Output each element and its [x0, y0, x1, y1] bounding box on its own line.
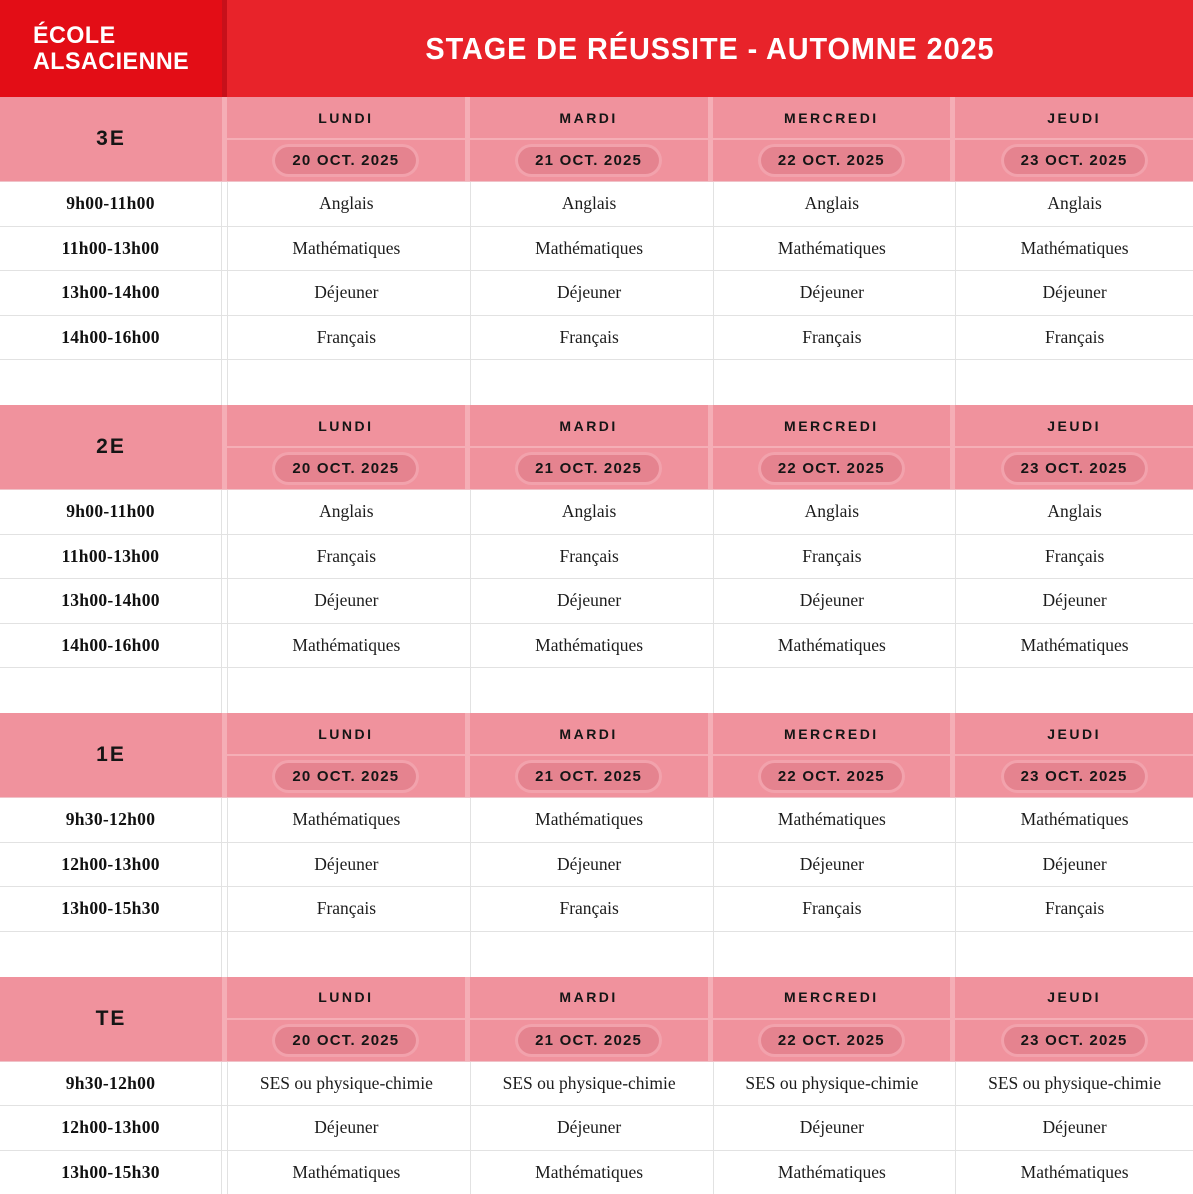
- date-pill: [275, 1027, 416, 1054]
- subject-cell: Mathématiques: [227, 624, 465, 668]
- section-header-3e: [0, 97, 1193, 181]
- section-header-1e: [0, 713, 1193, 797]
- subject-cell: Mathématiques: [227, 798, 465, 842]
- day-label: MARDI: [559, 989, 617, 1005]
- subject-cell: Anglais: [470, 182, 708, 226]
- date-label: 21 OCT. 2025: [535, 1032, 642, 1049]
- spacer-row: [0, 667, 1193, 713]
- schedule-row: [0, 534, 1193, 579]
- page-title: STAGE DE RÉUSSITE - AUTOMNE 2025: [425, 31, 994, 67]
- day-label: MERCREDI: [784, 726, 879, 742]
- subject-cell: Mathématiques: [713, 798, 951, 842]
- time-cell: 14h00-16h00: [0, 316, 222, 360]
- day-label: JEUDI: [1047, 989, 1101, 1005]
- class-label-cell: [0, 977, 222, 1061]
- subject-cell: Mathématiques: [470, 227, 708, 271]
- day-header-row: [227, 977, 1193, 1018]
- date-pill: [1004, 455, 1145, 482]
- spacer-cell: [955, 668, 1193, 713]
- subject-cell: Français: [713, 887, 951, 931]
- subject-cell: Mathématiques: [470, 798, 708, 842]
- spacer-cell: [713, 668, 951, 713]
- day-label: MERCREDI: [784, 110, 879, 126]
- date-cell: [955, 448, 1193, 489]
- date-pill: [275, 455, 416, 482]
- date-label: 20 OCT. 2025: [292, 460, 399, 477]
- spacer-cell: [470, 932, 708, 977]
- day-label: LUNDI: [318, 418, 373, 434]
- time-cell: 12h00-13h00: [0, 1106, 222, 1150]
- date-pill: [518, 147, 659, 174]
- schedule-row: [0, 578, 1193, 623]
- subject-cell: Français: [227, 535, 465, 579]
- subject-cell: Anglais: [955, 182, 1193, 226]
- section-body-2e: [0, 489, 1193, 713]
- day-label: LUNDI: [318, 726, 373, 742]
- date-cell: [713, 140, 951, 181]
- subject-cell: Français: [713, 316, 951, 360]
- subject-cell: Déjeuner: [470, 579, 708, 623]
- class-label-cell: [0, 97, 222, 181]
- subject-cell: Mathématiques: [227, 227, 465, 271]
- day-cell: [955, 97, 1193, 138]
- section-days-block: [227, 405, 1193, 489]
- subject-cell: Français: [227, 316, 465, 360]
- subject-cell: Français: [713, 535, 951, 579]
- date-cell: [227, 1020, 465, 1061]
- time-cell: 13h00-14h00: [0, 271, 222, 315]
- subject-cell: Déjeuner: [470, 843, 708, 887]
- time-cell: 9h00-11h00: [0, 182, 222, 226]
- schedule-row: [0, 1150, 1193, 1194]
- subject-cell: Anglais: [470, 490, 708, 534]
- date-pill: [1004, 1027, 1145, 1054]
- day-cell: [227, 97, 465, 138]
- time-cell: 12h00-13h00: [0, 843, 222, 887]
- date-cell: [227, 140, 465, 181]
- section-header-2e: [0, 405, 1193, 489]
- day-cell: [713, 405, 951, 446]
- header-band: [0, 0, 1193, 97]
- spacer-cell: [0, 668, 222, 713]
- day-cell: [227, 405, 465, 446]
- schedule-row: [0, 842, 1193, 887]
- subject-cell: SES ou physique-chimie: [227, 1062, 465, 1106]
- subject-cell: Déjeuner: [227, 579, 465, 623]
- time-cell: 13h00-14h00: [0, 579, 222, 623]
- date-label: 23 OCT. 2025: [1021, 768, 1128, 785]
- class-label: TE: [96, 1007, 127, 1031]
- subject-cell: Déjeuner: [955, 1106, 1193, 1150]
- subject-cell: Déjeuner: [227, 271, 465, 315]
- subject-cell: Mathématiques: [955, 227, 1193, 271]
- time-cell: 13h00-15h30: [0, 1151, 222, 1194]
- day-label: MARDI: [559, 110, 617, 126]
- subject-cell: Déjeuner: [955, 843, 1193, 887]
- subject-cell: Mathématiques: [955, 1151, 1193, 1194]
- date-pill: [518, 1027, 659, 1054]
- subject-cell: Français: [470, 316, 708, 360]
- class-label: 2E: [96, 435, 126, 459]
- schedule-row: [0, 270, 1193, 315]
- subject-cell: Déjeuner: [713, 271, 951, 315]
- day-cell: [955, 977, 1193, 1018]
- subject-cell: Anglais: [713, 490, 951, 534]
- date-cell: [227, 756, 465, 797]
- class-label-cell: [0, 405, 222, 489]
- date-label: 23 OCT. 2025: [1021, 152, 1128, 169]
- spacer-cell: [713, 360, 951, 405]
- title-area: [227, 0, 1193, 97]
- section-days-block: [227, 977, 1193, 1061]
- date-pill: [1004, 763, 1145, 790]
- spacer-row: [0, 931, 1193, 977]
- day-header-row: [227, 97, 1193, 138]
- date-header-row: [227, 448, 1193, 489]
- subject-cell: Déjeuner: [470, 271, 708, 315]
- day-cell: [227, 713, 465, 754]
- spacer-cell: [0, 360, 222, 405]
- subject-cell: Français: [955, 887, 1193, 931]
- spacer-cell: [470, 360, 708, 405]
- date-cell: [470, 1020, 708, 1061]
- day-label: MARDI: [559, 726, 617, 742]
- date-pill: [761, 763, 902, 790]
- date-label: 21 OCT. 2025: [535, 768, 642, 785]
- time-cell: 11h00-13h00: [0, 535, 222, 579]
- time-cell: 9h00-11h00: [0, 490, 222, 534]
- time-cell: 11h00-13h00: [0, 227, 222, 271]
- subject-cell: SES ou physique-chimie: [713, 1062, 951, 1106]
- subject-cell: SES ou physique-chimie: [470, 1062, 708, 1106]
- day-cell: [955, 405, 1193, 446]
- subject-cell: Mathématiques: [470, 1151, 708, 1194]
- day-cell: [470, 713, 708, 754]
- day-cell: [470, 977, 708, 1018]
- date-pill: [761, 1027, 902, 1054]
- spacer-cell: [0, 932, 222, 977]
- time-cell: 9h30-12h00: [0, 798, 222, 842]
- date-cell: [713, 448, 951, 489]
- class-label-cell: [0, 713, 222, 797]
- subject-cell: Mathématiques: [713, 624, 951, 668]
- day-label: MERCREDI: [784, 989, 879, 1005]
- subject-cell: Français: [955, 316, 1193, 360]
- date-label: 20 OCT. 2025: [292, 152, 399, 169]
- subject-cell: Anglais: [955, 490, 1193, 534]
- date-cell: [227, 448, 465, 489]
- day-label: LUNDI: [318, 110, 373, 126]
- spacer-row: [0, 359, 1193, 405]
- date-label: 20 OCT. 2025: [292, 768, 399, 785]
- class-label: 1E: [96, 743, 126, 767]
- day-cell: [955, 713, 1193, 754]
- subject-cell: Déjeuner: [713, 843, 951, 887]
- schedule-row: [0, 226, 1193, 271]
- schedule-row: [0, 797, 1193, 842]
- schedule-row: [0, 886, 1193, 931]
- day-label: MERCREDI: [784, 418, 879, 434]
- day-label: JEUDI: [1047, 726, 1101, 742]
- date-cell: [955, 140, 1193, 181]
- subject-cell: Déjeuner: [227, 843, 465, 887]
- date-header-row: [227, 756, 1193, 797]
- time-cell: 9h30-12h00: [0, 1062, 222, 1106]
- logo-line-2: ALSACIENNE: [33, 49, 216, 74]
- subject-cell: Mathématiques: [227, 1151, 465, 1194]
- time-cell: 13h00-15h30: [0, 887, 222, 931]
- date-pill: [761, 455, 902, 482]
- date-cell: [955, 1020, 1193, 1061]
- section-body-te: [0, 1061, 1193, 1194]
- date-pill: [518, 763, 659, 790]
- date-cell: [470, 756, 708, 797]
- subject-cell: Mathématiques: [955, 624, 1193, 668]
- day-cell: [713, 97, 951, 138]
- subject-cell: Déjeuner: [955, 271, 1193, 315]
- subject-cell: SES ou physique-chimie: [955, 1062, 1193, 1106]
- spacer-cell: [955, 360, 1193, 405]
- day-cell: [713, 977, 951, 1018]
- date-pill: [275, 147, 416, 174]
- date-cell: [713, 1020, 951, 1061]
- schedule-row: [0, 1061, 1193, 1106]
- section-body-3e: [0, 181, 1193, 405]
- schedule-row: [0, 181, 1193, 226]
- subject-cell: Mathématiques: [713, 227, 951, 271]
- spacer-cell: [470, 668, 708, 713]
- date-pill: [761, 147, 902, 174]
- day-header-row: [227, 405, 1193, 446]
- date-pill: [1004, 147, 1145, 174]
- spacer-cell: [227, 668, 465, 713]
- schedule-table: [0, 97, 1193, 1194]
- subject-cell: Déjeuner: [713, 579, 951, 623]
- subject-cell: Français: [955, 535, 1193, 579]
- date-pill: [518, 455, 659, 482]
- subject-cell: Déjeuner: [955, 579, 1193, 623]
- schedule-row: [0, 315, 1193, 360]
- subject-cell: Mathématiques: [955, 798, 1193, 842]
- subject-cell: Anglais: [227, 182, 465, 226]
- spacer-cell: [227, 932, 465, 977]
- subject-cell: Mathématiques: [470, 624, 708, 668]
- subject-cell: Anglais: [227, 490, 465, 534]
- date-cell: [470, 448, 708, 489]
- schedule-row: [0, 489, 1193, 534]
- day-label: JEUDI: [1047, 418, 1101, 434]
- date-pill: [275, 763, 416, 790]
- schedule-row: [0, 623, 1193, 668]
- date-label: 21 OCT. 2025: [535, 152, 642, 169]
- logo-line-1: ÉCOLE: [33, 23, 216, 48]
- day-label: JEUDI: [1047, 110, 1101, 126]
- subject-cell: Mathématiques: [713, 1151, 951, 1194]
- subject-cell: Français: [470, 535, 708, 579]
- date-cell: [955, 756, 1193, 797]
- section-days-block: [227, 713, 1193, 797]
- date-label: 22 OCT. 2025: [778, 152, 885, 169]
- day-cell: [713, 713, 951, 754]
- subject-cell: Déjeuner: [470, 1106, 708, 1150]
- day-header-row: [227, 713, 1193, 754]
- section-header-te: [0, 977, 1193, 1061]
- spacer-cell: [227, 360, 465, 405]
- date-label: 22 OCT. 2025: [778, 460, 885, 477]
- date-label: 23 OCT. 2025: [1021, 460, 1128, 477]
- date-cell: [713, 756, 951, 797]
- date-header-row: [227, 1020, 1193, 1061]
- section-days-block: [227, 97, 1193, 181]
- date-cell: [470, 140, 708, 181]
- date-label: 21 OCT. 2025: [535, 460, 642, 477]
- subject-cell: Déjeuner: [227, 1106, 465, 1150]
- class-label: 3E: [96, 127, 126, 151]
- day-cell: [470, 97, 708, 138]
- time-cell: 14h00-16h00: [0, 624, 222, 668]
- spacer-cell: [955, 932, 1193, 977]
- school-logo: [0, 0, 222, 97]
- day-label: LUNDI: [318, 989, 373, 1005]
- subject-cell: Français: [227, 887, 465, 931]
- date-header-row: [227, 140, 1193, 181]
- section-body-1e: [0, 797, 1193, 977]
- subject-cell: Déjeuner: [713, 1106, 951, 1150]
- subject-cell: Français: [470, 887, 708, 931]
- day-label: MARDI: [559, 418, 617, 434]
- date-label: 23 OCT. 2025: [1021, 1032, 1128, 1049]
- subject-cell: Anglais: [713, 182, 951, 226]
- date-label: 22 OCT. 2025: [778, 768, 885, 785]
- spacer-cell: [713, 932, 951, 977]
- day-cell: [227, 977, 465, 1018]
- date-label: 20 OCT. 2025: [292, 1032, 399, 1049]
- day-cell: [470, 405, 708, 446]
- schedule-row: [0, 1105, 1193, 1150]
- date-label: 22 OCT. 2025: [778, 1032, 885, 1049]
